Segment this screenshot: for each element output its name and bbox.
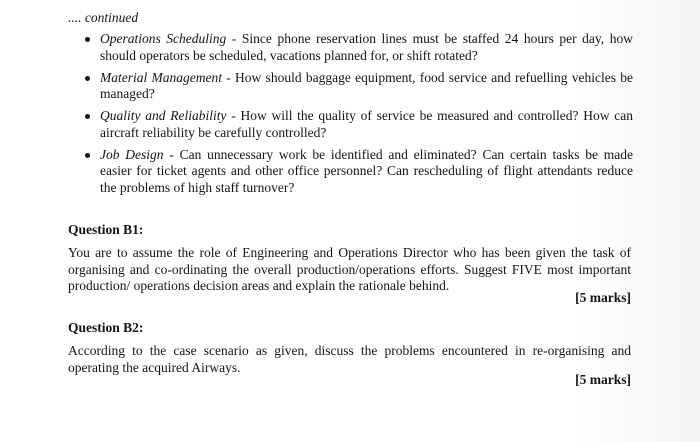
question-b1-marks: [5 marks]	[575, 290, 631, 305]
list-item	[68, 70, 633, 103]
list-item	[68, 31, 633, 64]
bullet-text: - How should baggage equipment, food service and refuelling vehicles be managed?	[100, 69, 633, 101]
continued-label: .... continued	[68, 10, 139, 25]
decision-areas-list	[68, 31, 633, 202]
question-b1-heading: Question B1:	[68, 222, 144, 237]
bullet-icon	[85, 37, 90, 42]
list-item	[68, 147, 633, 197]
bullet-term: Quality and Reliability	[100, 108, 227, 123]
question-b2-heading: Question B2:	[68, 320, 144, 335]
list-item	[68, 108, 633, 141]
bullet-term: Job Design	[100, 146, 164, 162]
bullet-text: - How will the quality of service be measured and controlled? How can aircraft reliability be carefully controlled?	[100, 108, 633, 140]
bullet-term: Material Management	[100, 69, 222, 85]
bullet-text: - Since phone reservation lines must be staffed 24 hours per day, how should operators be scheduled, vacations planned for, or shift rotated?	[100, 31, 633, 63]
bullet-icon	[85, 114, 90, 119]
question-b2-marks: [5 marks]	[575, 372, 631, 387]
question-b2-body: According to the case scenario as given, discuss the problems encountered in re-organising and operating the acquired Airways.	[68, 343, 631, 375]
bullet-term: Operations Scheduling	[100, 31, 227, 46]
bullet-icon	[85, 76, 90, 81]
question-b1-body: You are to assume the role of Engineering and Operations Director who has been given the task of organising and co-ordinating the overall production/operations efforts. Suggest FIVE most important production/ operations decision areas and explain the rationale behind.	[68, 245, 631, 293]
bullet-text: - Can unnecessary work be identified and eliminated? Can certain tasks be made easier for ticket agents and other office personnel? Can rescheduling of flight attendants reduce the problems of high staff turnover?	[100, 146, 633, 195]
bullet-icon	[85, 153, 90, 158]
